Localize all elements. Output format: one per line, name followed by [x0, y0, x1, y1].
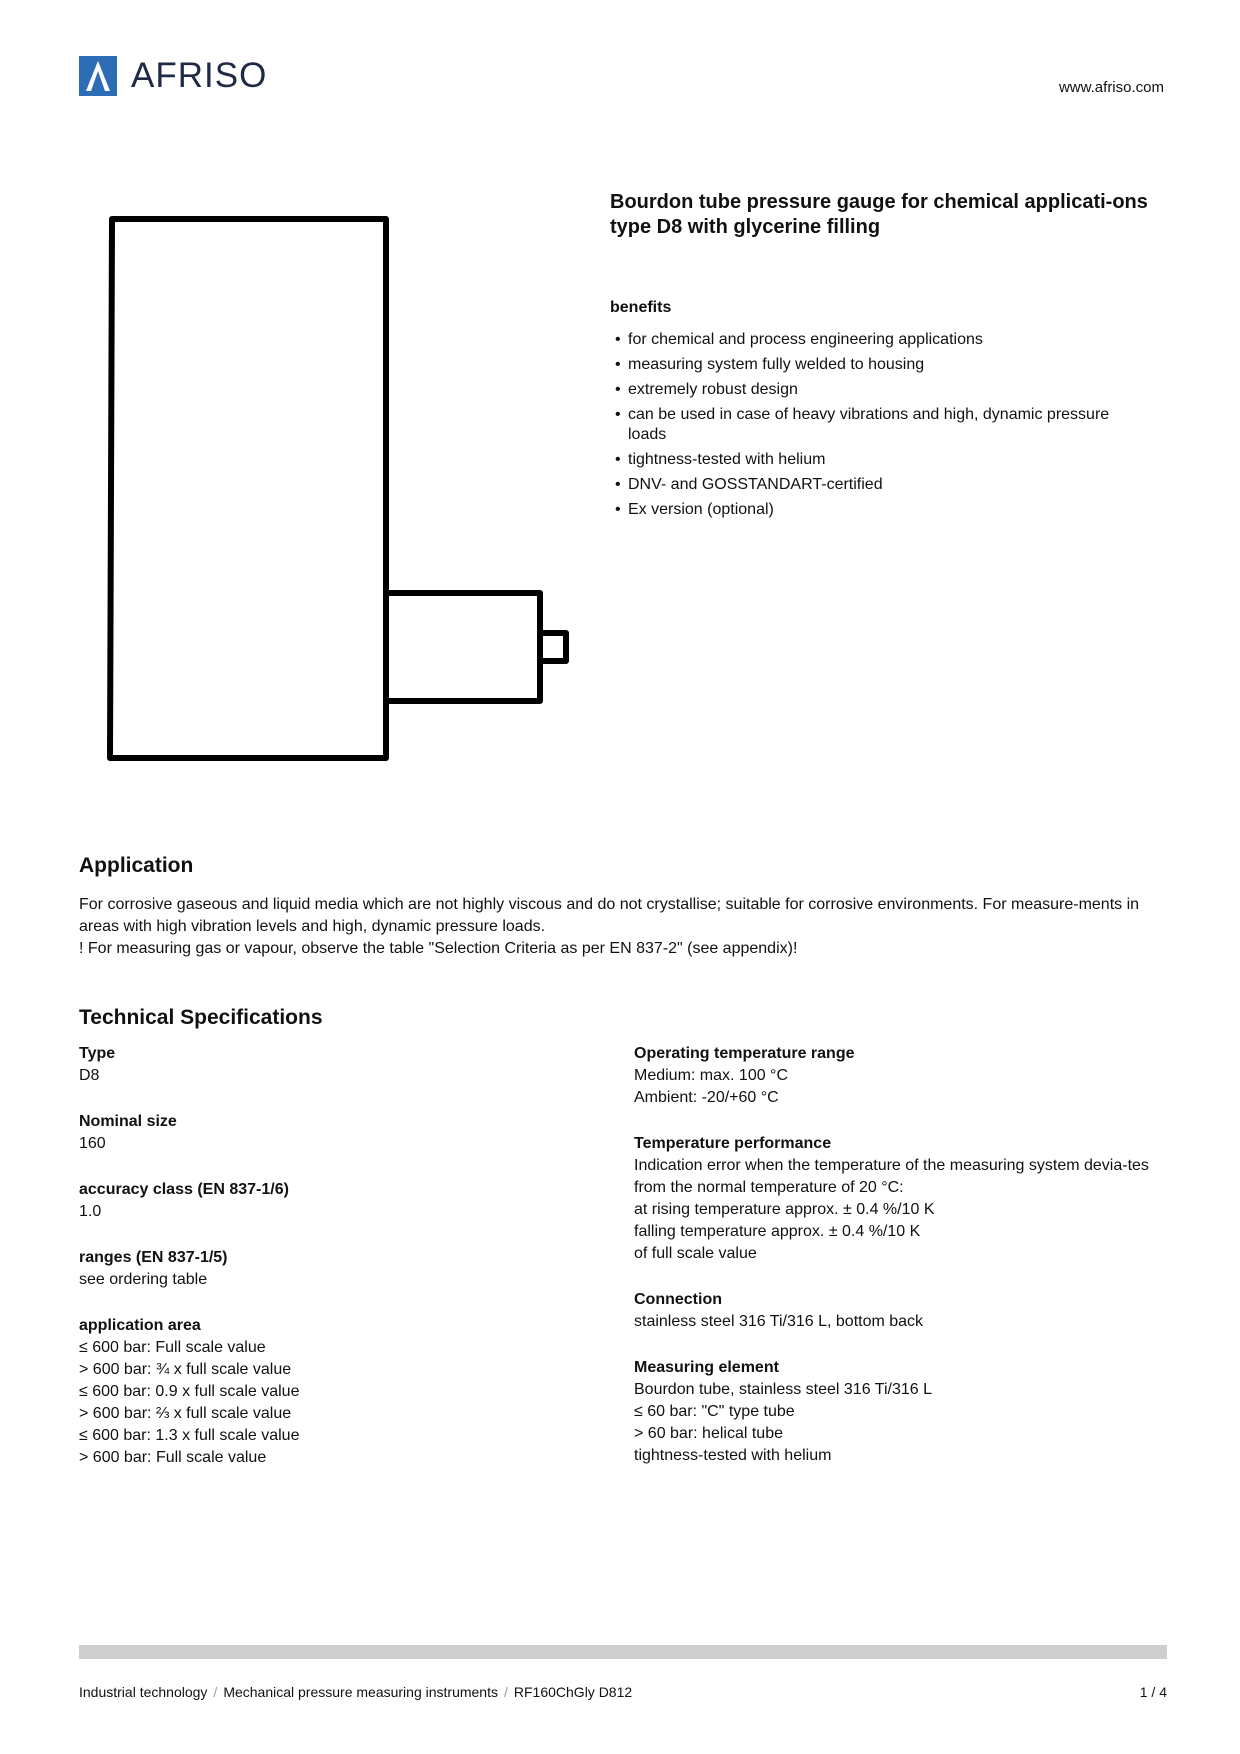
spec-label: Operating temperature range: [634, 1045, 855, 1062]
afriso-logo: [79, 55, 309, 97]
gauge-side-view-drawing: [100, 205, 590, 780]
spec-application-area: [79, 1315, 599, 1469]
spec-label: Measuring element: [634, 1359, 779, 1376]
benefit-item: • tightness-tested with helium: [610, 450, 1150, 470]
afriso-logo-mark-icon: [79, 56, 117, 96]
footer-breadcrumb: [79, 1684, 632, 1700]
spec-ranges: [79, 1247, 599, 1291]
spec-column-left: [79, 1043, 599, 1493]
spec-column-right: [634, 1043, 1174, 1491]
spec-operating-temperature: [634, 1043, 1174, 1109]
spec-label: Type: [79, 1045, 116, 1062]
website-url[interactable]: www.afriso.com: [1058, 79, 1164, 96]
benefit-item: • extremely robust design: [610, 380, 1150, 400]
spec-value: > 600 bar: Full scale value: [79, 1449, 267, 1466]
spec-value: Medium: max. 100 °C: [634, 1067, 789, 1084]
spec-label: accuracy class (EN 837-1/6): [79, 1181, 289, 1198]
spec-value: ≤ 600 bar: Full scale value: [79, 1339, 266, 1356]
application-text: [79, 894, 1169, 960]
spec-label: ranges (EN 837-1/5): [79, 1249, 228, 1266]
application-note: ! For measuring gas or vapour, observe the table "Selection Criteria as per EN 837-2" (see appendix)!: [79, 940, 798, 957]
benefit-item: • for chemical and process engineering applications: [610, 330, 1150, 350]
product-title: Bourdon tube pressure gauge for chemical applicati-ons type D8 with glycerine filling: [610, 191, 1148, 238]
spec-value: 160: [79, 1135, 106, 1152]
benefits-list: [610, 330, 1150, 525]
spec-value: at rising temperature approx. ± 0.4 %/10 K: [634, 1201, 935, 1218]
spec-label: Temperature performance: [634, 1135, 832, 1152]
gauge-connection-outline: [386, 593, 540, 701]
benefit-item: • DNV- and GOSSTANDART-certified: [610, 475, 1150, 495]
spec-accuracy-class: [79, 1179, 599, 1223]
breadcrumb-item: Industrial technology: [79, 1684, 208, 1700]
spec-value: > 60 bar: helical tube: [634, 1425, 783, 1442]
spec-nominal-size: [79, 1111, 599, 1155]
spec-value: D8: [79, 1067, 100, 1084]
benefits-heading: benefits: [610, 299, 672, 316]
spec-label: application area: [79, 1317, 201, 1334]
spec-value: Bourdon tube, stainless steel 316 Ti/316 L: [634, 1381, 932, 1398]
breadcrumb-item: Mechanical pressure measuring instruments: [223, 1684, 498, 1700]
spec-value: tightness-tested with helium: [634, 1447, 832, 1464]
spec-value: ≤ 600 bar: 0.9 x full scale value: [79, 1383, 300, 1400]
page-number: 1 / 4: [1139, 1684, 1167, 1700]
spec-value: Indication error when the temperature of the measuring system devia-tes from the normal temperature of 20 °C:: [634, 1157, 1149, 1196]
spec-value: ≤ 600 bar: 1.3 x full scale value: [79, 1427, 300, 1444]
benefit-item: • measuring system fully welded to housing: [610, 355, 1150, 375]
benefit-item: • Ex version (optional): [610, 500, 1150, 520]
spec-temperature-performance: [634, 1133, 1174, 1265]
spec-value: of full scale value: [634, 1245, 757, 1262]
spec-value: 1.0: [79, 1203, 102, 1220]
gauge-housing-outline: [110, 219, 386, 758]
application-paragraph: For corrosive gaseous and liquid media which are not highly viscous and do not crystallise; suitable for corrosive environments. For measure-ments in areas with high vibration levels and high, dynamic pressure loads.: [79, 896, 1140, 935]
breadcrumb-separator: /: [504, 1684, 508, 1700]
spec-value: Ambient: -20/+60 °C: [634, 1089, 779, 1106]
application-heading: Application: [79, 854, 194, 877]
benefit-item: • can be used in case of heavy vibrations and high, dynamic pressure loads: [610, 405, 1150, 445]
spec-value: falling temperature approx. ± 0.4 %/10 K: [634, 1223, 921, 1240]
spec-value: see ordering table: [79, 1271, 208, 1288]
spec-value: > 600 bar: ¾ x full scale value: [79, 1361, 292, 1378]
breadcrumb-item: RF160ChGly D812: [513, 1684, 633, 1700]
spec-label: Connection: [634, 1291, 722, 1308]
spec-value: > 600 bar: ⅔ x full scale value: [79, 1405, 292, 1422]
spec-type: [79, 1043, 599, 1087]
spec-connection: [634, 1289, 1174, 1333]
spec-label: Nominal size: [79, 1113, 177, 1130]
gauge-nipple-outline: [540, 633, 566, 661]
breadcrumb-separator: /: [213, 1684, 218, 1700]
brand-name: AFRISO: [131, 56, 268, 95]
footer-divider-bar: [79, 1645, 1167, 1659]
technical-specifications-heading: Technical Specifications: [79, 1006, 323, 1029]
spec-value: ≤ 60 bar: "C" type tube: [634, 1403, 795, 1420]
spec-measuring-element: [634, 1357, 1174, 1467]
spec-value: stainless steel 316 Ti/316 L, bottom back: [634, 1313, 924, 1330]
